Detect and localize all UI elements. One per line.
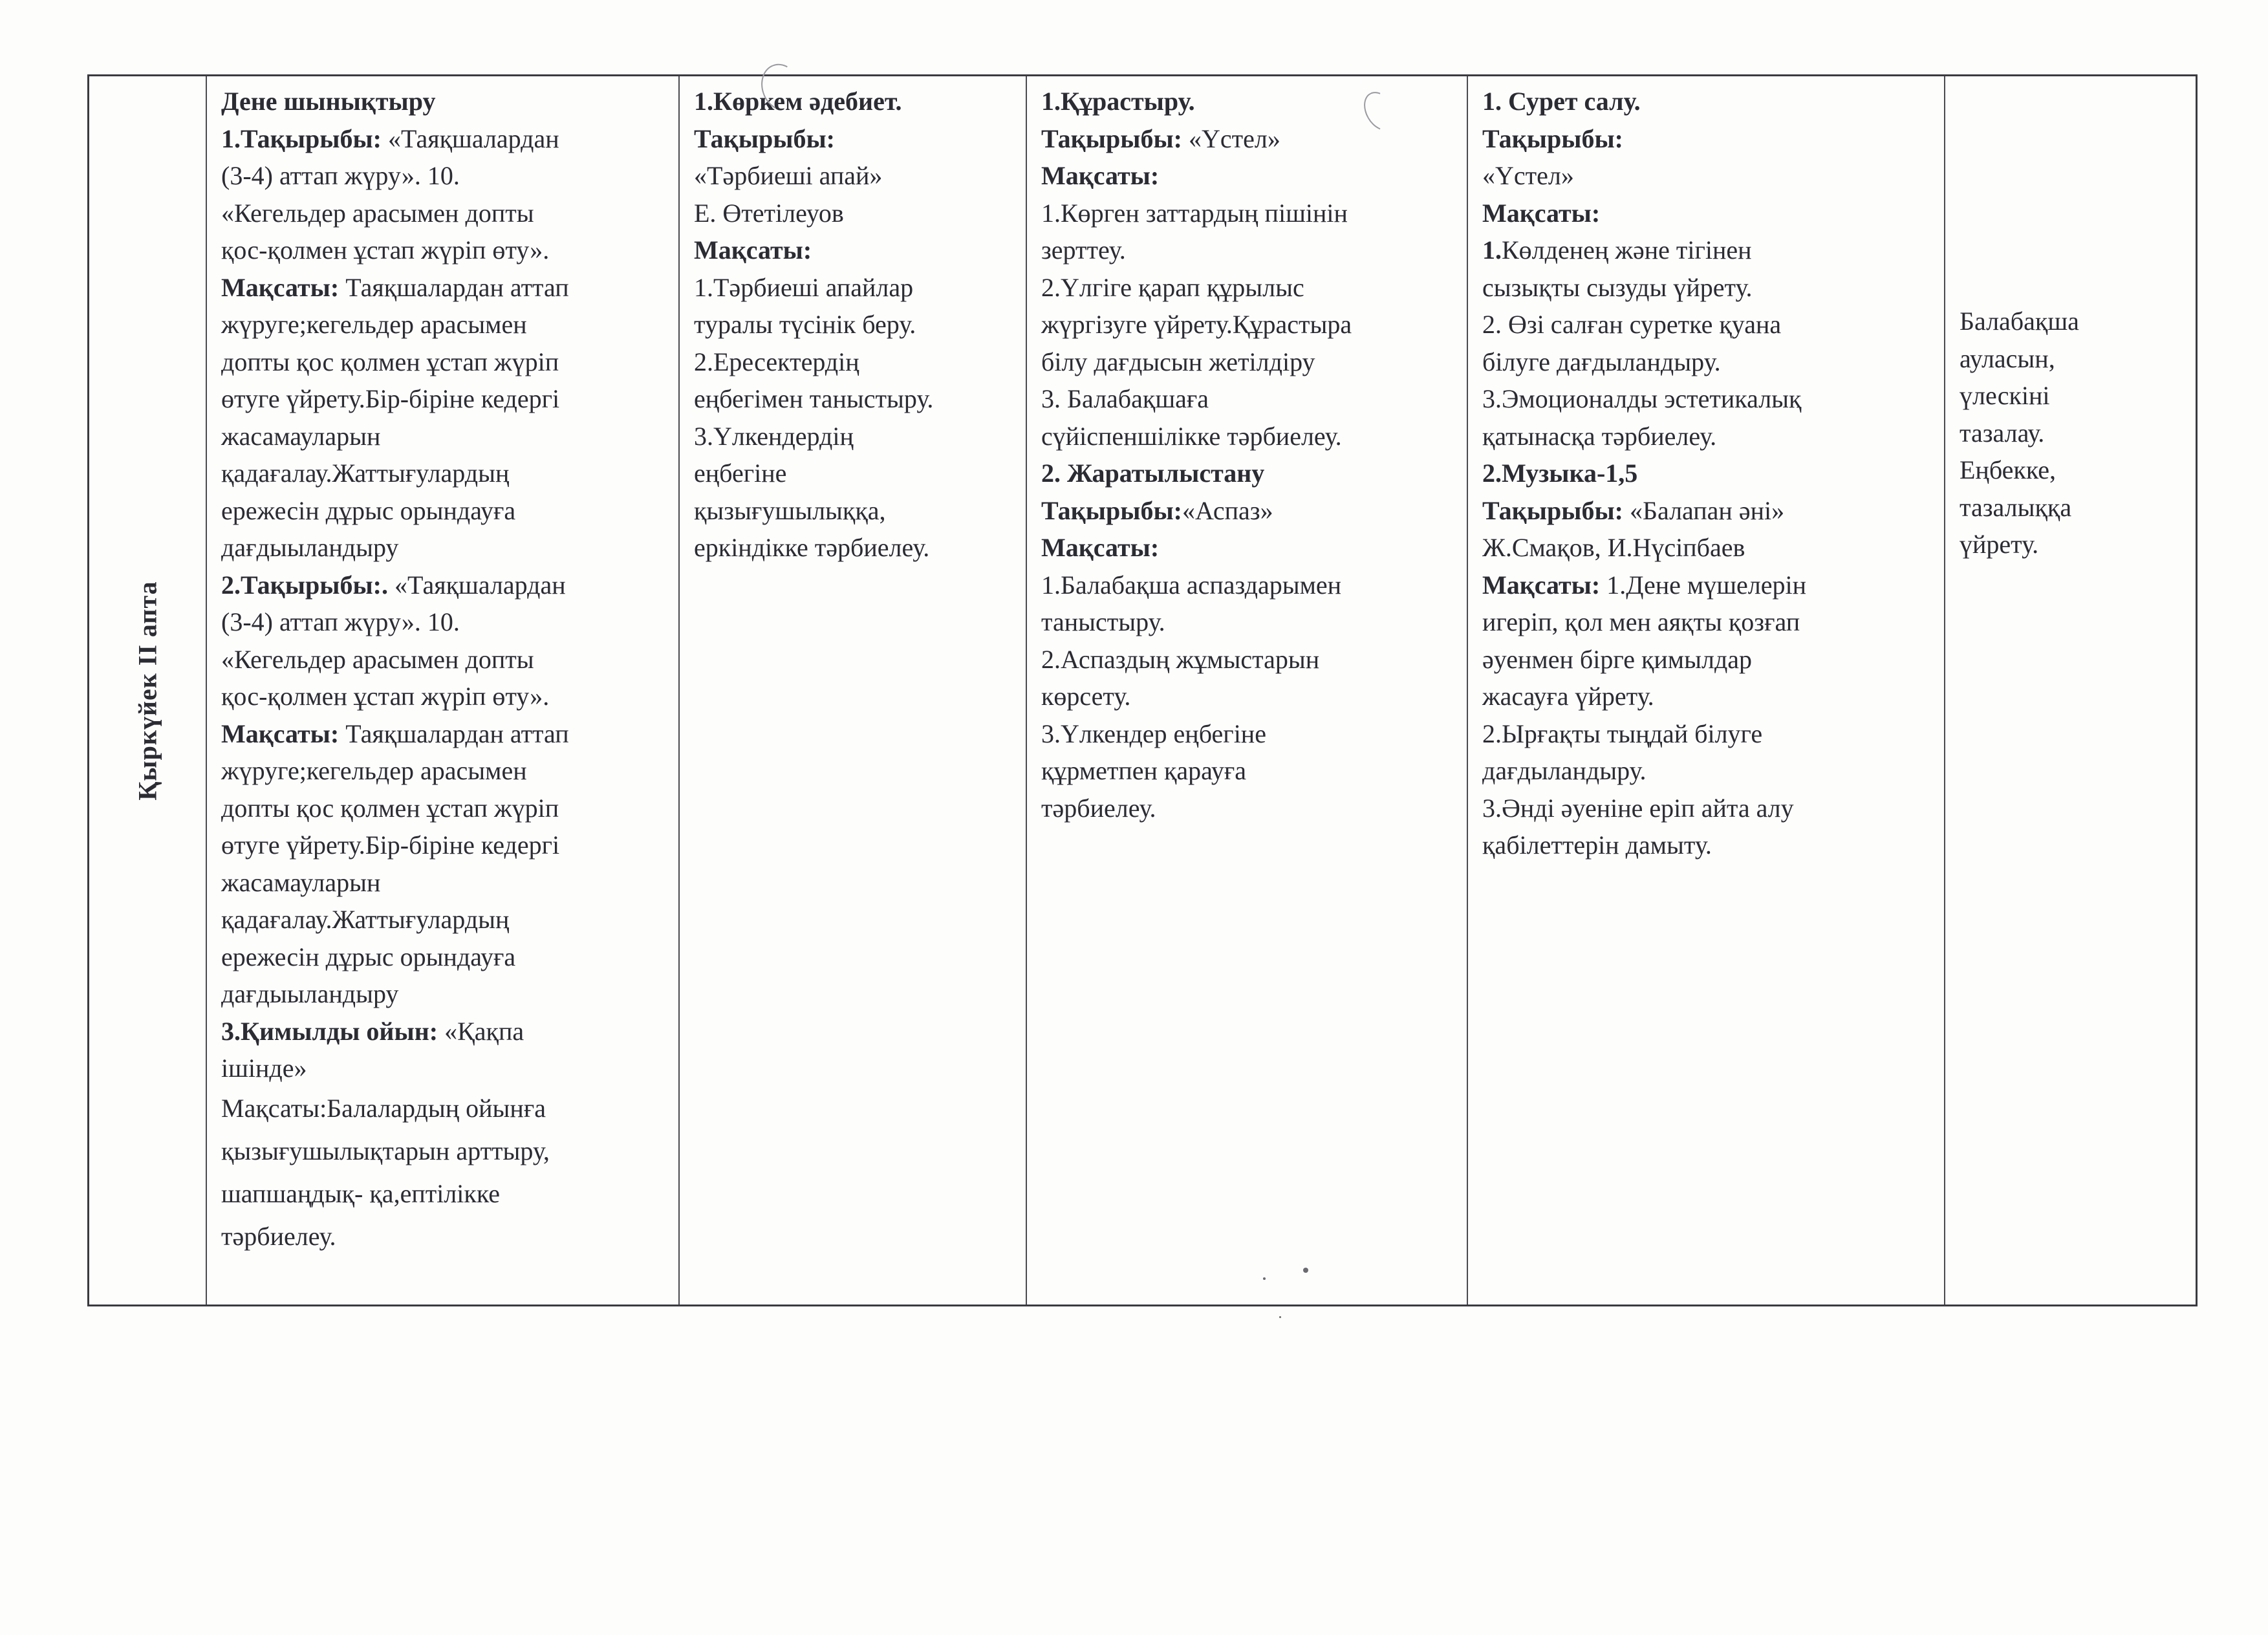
text-line [1041,678,1455,715]
text-line [1041,157,1455,195]
bold-run: 1. Сурет салу. [1482,87,1641,116]
text-line [221,529,667,567]
bold-run: Тақырыбы: [1041,495,1182,525]
text-line [221,603,667,641]
text-run: таныстыру. [1041,607,1165,636]
text-line [694,529,1014,567]
text-line [1041,567,1455,604]
text-line [221,232,667,269]
text-line [1960,489,2184,526]
text-run: өтуге үйрету.Бір-біріне кедергі [221,830,560,860]
text-run: Таяқшалардан аттап [345,719,569,748]
bold-run: Дене шынықтыру [221,87,436,116]
text-line [694,343,1014,381]
text-run: жүруге;кегельдер арасымен [221,756,527,785]
text-line [1482,678,1932,715]
bold-run: Тақырыбы: [694,124,835,153]
text-line [1041,455,1455,492]
text-line [221,120,667,158]
text-run: еркіндікке тәрбиелеу. [694,533,930,562]
text-run: әуенмен бірге қимылдар [1482,644,1753,674]
text-line [1482,567,1932,604]
text-run: «Таяқшалардан [394,570,566,600]
text-line [221,492,667,530]
text-run: Еңбекке, [1960,455,2057,484]
text-line [1960,303,2184,340]
text-line [221,1215,667,1258]
text-line [1482,715,1932,753]
text-line [1482,790,1932,827]
labor-cell [1945,76,2196,1305]
bold-run: Тақырыбы: [1041,124,1189,153]
text-line [694,455,1014,492]
text-line [221,455,667,492]
bold-run: Мақсаты: [221,272,346,302]
text-line [1041,492,1455,530]
text-run: туралы түсінік беру. [694,310,916,339]
text-line [221,901,667,938]
text-run: қос-қолмен ұстап жүріп өту». [221,235,550,265]
text-line [221,380,667,418]
text-run: 2. Өзі салған суретке қуана [1482,310,1782,339]
text-run: «Үстел» [1482,161,1574,190]
text-run: қадағалау.Жаттығулардың [221,905,510,934]
text-line [694,232,1014,269]
bold-run: Мақсаты: [1041,161,1160,190]
text-line [221,1013,667,1050]
text-run: көрсету. [1041,682,1131,711]
text-line [1482,492,1932,530]
bold-run: 1. [1482,235,1502,265]
bold-run: Мақсаты: [1482,198,1601,228]
text-run: 3. Балабақшаға [1041,384,1209,413]
text-run: жүруге;кегельдер арасымен [221,310,527,339]
text-run: тазалау. [1960,418,2045,448]
week-label-cell [89,76,207,1305]
text-line [221,418,667,455]
labor-text [1960,83,2184,563]
text-line [1960,526,2184,563]
text-run: жасауға үйрету. [1482,682,1654,711]
text-line [694,380,1014,418]
scan-speck-3 [1279,1316,1281,1318]
text-run: Балабақша [1960,307,2079,336]
text-run: қабілеттерін дамыту. [1482,830,1712,860]
text-line [221,343,667,381]
text-run: дағдыыландыру [221,979,399,1008]
text-run: тәрбиелеу. [221,1221,336,1251]
bold-run: 3.Қимылды ойын: [221,1016,445,1046]
text-line [1041,418,1455,455]
text-line [1041,790,1455,827]
text-run: ережесін дұрыс орындауға [221,942,516,971]
text-line [221,864,667,902]
text-run: 1.Балабақша аспаздарымен [1041,570,1342,600]
bold-run: Мақсаты: [221,719,346,748]
text-line [1482,306,1932,343]
scan-speck [1303,1268,1308,1273]
text-run: қызығушылықтарын арттыру, [221,1136,550,1165]
bold-run: 1.Көркем әдебиет. [694,87,902,116]
text-line [1041,715,1455,753]
text-line [1960,340,2184,378]
text-line [221,269,667,307]
text-run: жүргізуге үйрету.Құрастыра [1041,310,1352,339]
bold-run: 2. Жаратылыстану [1041,459,1265,488]
text-line [221,157,667,195]
text-line [1482,641,1932,678]
text-run: ішінде» [221,1054,307,1083]
text-run: қос-қолмен ұстап жүріп өту». [221,682,550,711]
plan-table [87,74,2198,1306]
text-run: дағдыландыру. [1482,756,1647,785]
text-run: қадағалау.Жаттығулардың [221,459,510,488]
text-run: шапшаңдық- қа,ептілікке [221,1178,501,1208]
text-line [221,678,667,715]
text-run: қатынасқа тәрбиелеу. [1482,421,1717,451]
text-run: 1.Көрген заттардың пішінін [1041,198,1348,228]
text-run: білуге дағдыландыру. [1482,347,1721,376]
text-line [221,1050,667,1087]
scan-speck-2 [1263,1277,1266,1280]
bold-run: Тақырыбы: [1482,124,1623,153]
literature-cell [680,76,1027,1305]
bold-run: Мақсаты: [1482,570,1607,600]
text-run: 3.Үлкендер еңбегіне [1041,719,1266,748]
text-line [1960,377,2184,415]
text-run: «Кегельдер арасымен допты [221,198,534,228]
text-run: «Кегельдер арасымен допты [221,644,534,674]
text-run: «Таяқшалардан [388,124,559,153]
text-line [221,715,667,753]
bold-run: 2.Музыка-1,5 [1482,459,1638,488]
text-line [221,195,667,232]
text-run: ауласын, [1960,343,2055,373]
text-line [221,790,667,827]
text-run: жасамауларын [221,421,381,451]
text-line [221,827,667,864]
text-line [1041,269,1455,307]
text-line [1482,195,1932,232]
week-label: Қыркүйек ІІ апта [133,580,162,801]
text-run: ережесін дұрыс орындауға [221,495,516,525]
bold-run: Мақсаты: [1041,533,1160,562]
text-line [694,269,1014,307]
text-run: 1.Тәрбиеші апайлар [694,272,914,302]
text-run: «Үстел» [1189,124,1280,153]
text-run: 3.Үлкендердің [694,421,854,451]
text-line [1482,380,1932,418]
text-run: 2.Үлгіге қарап құрылыс [1041,272,1304,302]
text-run: сүйіспеншілікке тәрбиелеу. [1041,421,1342,451]
text-line [694,157,1014,195]
drawing-music-text [1482,83,1932,864]
text-line [1482,83,1932,120]
text-run: жасамауларын [221,867,381,897]
text-line [694,418,1014,455]
text-run: «Тәрбиеші апай» [694,161,883,190]
text-run: Таяқшалардан аттап [345,272,569,302]
text-run: үйрету. [1960,530,2039,559]
text-run: «Қақпа [444,1016,524,1046]
text-run: үлескіні [1960,381,2050,410]
bold-run: 1.Тақырыбы: [221,124,388,153]
text-run: білу дағдысын жетілдіру [1041,347,1315,376]
text-run: сызықты сызуды үйрету. [1482,272,1753,302]
text-line [221,641,667,678]
text-line [1041,232,1455,269]
text-line [694,120,1014,158]
text-line [1482,418,1932,455]
physical-education-cell [207,76,680,1305]
text-run: 2.Аспаздың жұмыстарын [1041,644,1320,674]
text-run: допты қос қолмен ұстап жүріп [221,793,559,823]
text-line [1482,343,1932,381]
text-line [1960,451,2184,489]
text-run: 3.Эмоционалды эстетикалық [1482,384,1802,413]
text-line [1041,343,1455,381]
text-run: құрметпен қарауға [1041,756,1247,785]
text-line [694,306,1014,343]
text-run: (3-4) аттап жүру». 10. [221,607,460,636]
text-run: еңбегіне [694,459,787,488]
text-line [694,492,1014,530]
bold-run: 2.Тақырыбы:. [221,570,394,600]
text-run: Ж.Смақов, И.Нүсіпбаев [1482,533,1745,562]
text-line [1482,232,1932,269]
text-line [221,975,667,1013]
text-line [1482,529,1932,567]
text-run: «Аспаз» [1182,495,1273,525]
text-run: өтуге үйрету.Бір-біріне кедергі [221,384,560,413]
construction-nature-text [1041,83,1455,827]
literature-text [694,83,1014,567]
text-line [1482,752,1932,790]
text-line [1041,306,1455,343]
text-line [221,752,667,790]
bold-run: Мақсаты: [694,235,812,265]
text-line [221,306,667,343]
text-run: еңбегімен таныстыру. [694,384,934,413]
text-line [694,83,1014,120]
text-run: 1.Дене мүшелерін [1606,570,1807,600]
text-line [1041,603,1455,641]
text-run: қызығушылыққа, [694,495,886,525]
text-run: допты қос қолмен ұстап жүріп [221,347,559,376]
text-line [221,83,667,120]
text-line [221,1130,667,1173]
drawing-music-cell [1468,76,1945,1305]
text-run: «Балапан әні» [1630,495,1785,525]
bold-run: 1.Құрастыру. [1041,87,1195,116]
text-line [694,195,1014,232]
text-line [1482,827,1932,864]
text-line [1041,529,1455,567]
text-line [1482,603,1932,641]
physical-education-text [221,83,667,1258]
text-line [221,567,667,604]
text-run: 2.Ырғақты тыңдай білуге [1482,719,1763,748]
text-run: 2.Ересектердің [694,347,859,376]
bold-run: Тақырыбы: [1482,495,1630,525]
construction-nature-cell [1027,76,1468,1305]
text-run: (3-4) аттап жүру». 10. [221,161,460,190]
text-line [1041,380,1455,418]
text-run: 3.Әнді әуеніне еріп айта алу [1482,793,1794,823]
text-run: Мақсаты:Балалардың ойынға [221,1093,546,1123]
text-line [1960,415,2184,452]
text-line [1482,269,1932,307]
text-line [1041,195,1455,232]
text-line [1482,455,1932,492]
text-line [1041,641,1455,678]
text-run: Көлденең және тігінен [1502,235,1752,265]
text-run: тәрбиелеу. [1041,793,1156,823]
text-run: Е. Өтетілеуов [694,198,844,228]
text-line [1482,157,1932,195]
text-line [221,1087,667,1130]
text-line [221,938,667,976]
text-line [221,1173,667,1215]
text-run: игеріп, қол мен аяқты қозғап [1482,607,1800,636]
text-line [1482,120,1932,158]
text-run: дағдыыландыру [221,533,399,562]
text-run: тазалыққа [1960,492,2072,522]
text-line [1041,752,1455,790]
text-run: зерттеу. [1041,235,1126,265]
